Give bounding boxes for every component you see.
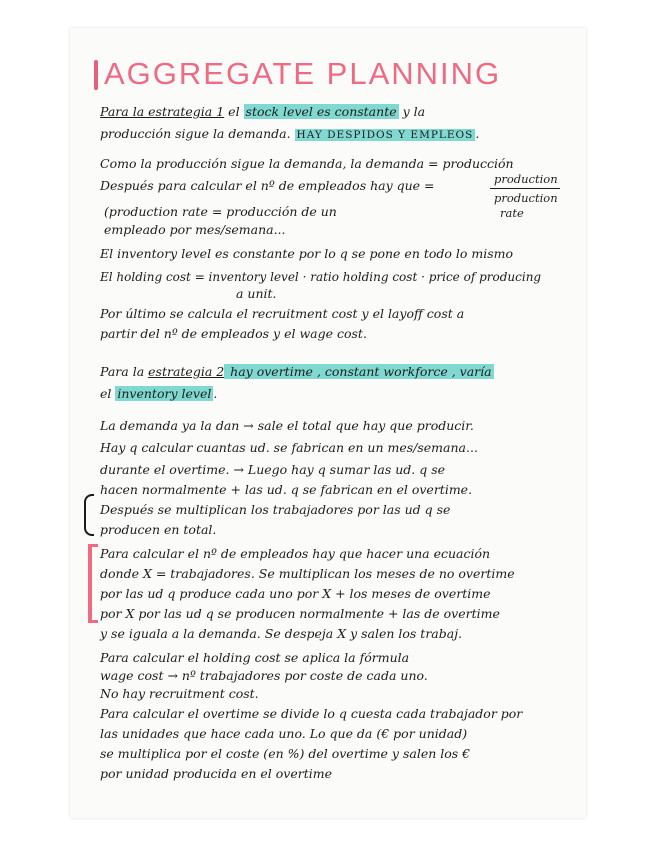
strategy2-line2 — [100, 386, 217, 401]
black-brace-mark — [84, 494, 94, 536]
title-bar-mark — [94, 60, 98, 90]
note-line-27: No hay recruitment cost. — [100, 686, 259, 701]
note-line-31: por unidad producida en el overtime — [100, 766, 333, 781]
text-fragment: el — [100, 386, 116, 401]
fraction-numerator: production — [494, 172, 558, 186]
note-line-9: a unit. — [236, 286, 277, 301]
note-line-8: El holding cost = inventory level · ratio holding cost · price of producing — [100, 270, 542, 284]
text-fragment: producción sigue la demanda. — [100, 126, 295, 141]
page-title: AGGREGATE PLANNING — [104, 56, 502, 91]
highlight-overtime: hay overtime — [226, 364, 313, 379]
text-fragment: y la — [398, 104, 426, 119]
note-line-29: las unidades que hace cada uno. Lo que da (€ por unidad) — [100, 726, 468, 741]
fraction-denominator-2: rate — [500, 206, 524, 220]
note-line-19: producen en total. — [100, 522, 217, 537]
strategy2-line1 — [100, 364, 494, 379]
highlight-stock-level: stock level es constante — [245, 104, 397, 119]
note-line-20: Para calcular el nº de empleados hay que hacer una ecuación — [100, 546, 491, 561]
text-fragment: Para la — [100, 364, 149, 379]
strategy1-line1 — [100, 104, 425, 119]
note-line-18: Después se multiplican los trabajadores por las ud q se — [100, 502, 451, 517]
note-line-6: empleado por mes/semana... — [104, 222, 286, 237]
strategy1-line2 — [100, 126, 479, 141]
note-line-14: La demanda ya la dan → sale el total que hay que producir. — [100, 418, 474, 433]
note-line-4: Después para calcular el nº de empleados hay que = — [100, 178, 435, 193]
note-line-25: Para calcular el holding cost se aplica la fórmula — [100, 650, 410, 665]
note-line-23: por X por las ud q se producen normalmente + las de overtime — [100, 606, 500, 621]
text-fragment: . — [475, 126, 480, 141]
note-line-3: Como la producción sigue la demanda, la demanda = producción — [100, 156, 514, 171]
text-fragment: el — [224, 104, 244, 119]
text-fragment: . — [213, 386, 218, 401]
note-line-7: El inventory level es constante por lo q se pone en todo lo mismo — [100, 246, 514, 261]
highlight-constant-workforce: , constant workforce — [316, 364, 448, 379]
note-line-26: wage cost → nº trabajadores por coste de cada uno. — [100, 668, 428, 683]
pink-bracket — [88, 544, 92, 622]
note-line-11: partir del nº de empleados y el wage cost. — [100, 326, 367, 341]
note-line-28: Para calcular el overtime se divide lo q cuesta cada trabajador por — [100, 706, 523, 721]
note-line-10: Por último se calcula el recruitment cost y el layoff cost a — [100, 306, 465, 321]
highlight-despidos: HAY DESPIDOS Y EMPLEOS — [296, 129, 474, 141]
note-line-24: y se iguala a la demanda. Se despeja X y salen los trabaj. — [100, 626, 463, 641]
fraction-bar — [490, 188, 560, 189]
fraction-denominator-1: production — [494, 191, 558, 205]
note-line-21: donde X = trabajadores. Se multiplican los meses de no overtime — [100, 566, 515, 581]
note-line-16: durante el overtime. → Luego hay q sumar las ud. q se — [100, 462, 446, 477]
highlight-varia: , varía — [451, 364, 492, 379]
note-line-30: se multiplica por el coste (en %) del overtime y salen los € — [100, 746, 471, 761]
highlight-inventory-level: inventory level — [117, 386, 212, 401]
note-line-17: hacen normalmente + las ud. q se fabrican en el overtime. — [100, 482, 473, 497]
strategy1-heading: Para la estrategia 1 — [100, 104, 225, 119]
note-line-5: (production rate = producción de un — [104, 204, 337, 219]
note-line-15: Hay q calcular cuantas ud. se fabrican en un mes/semana... — [100, 440, 478, 455]
pink-bracket-bottom — [88, 620, 98, 623]
note-line-22: por las ud q produce cada uno por X + los meses de overtime — [100, 586, 491, 601]
strategy2-heading: estrategia 2 — [148, 364, 225, 379]
